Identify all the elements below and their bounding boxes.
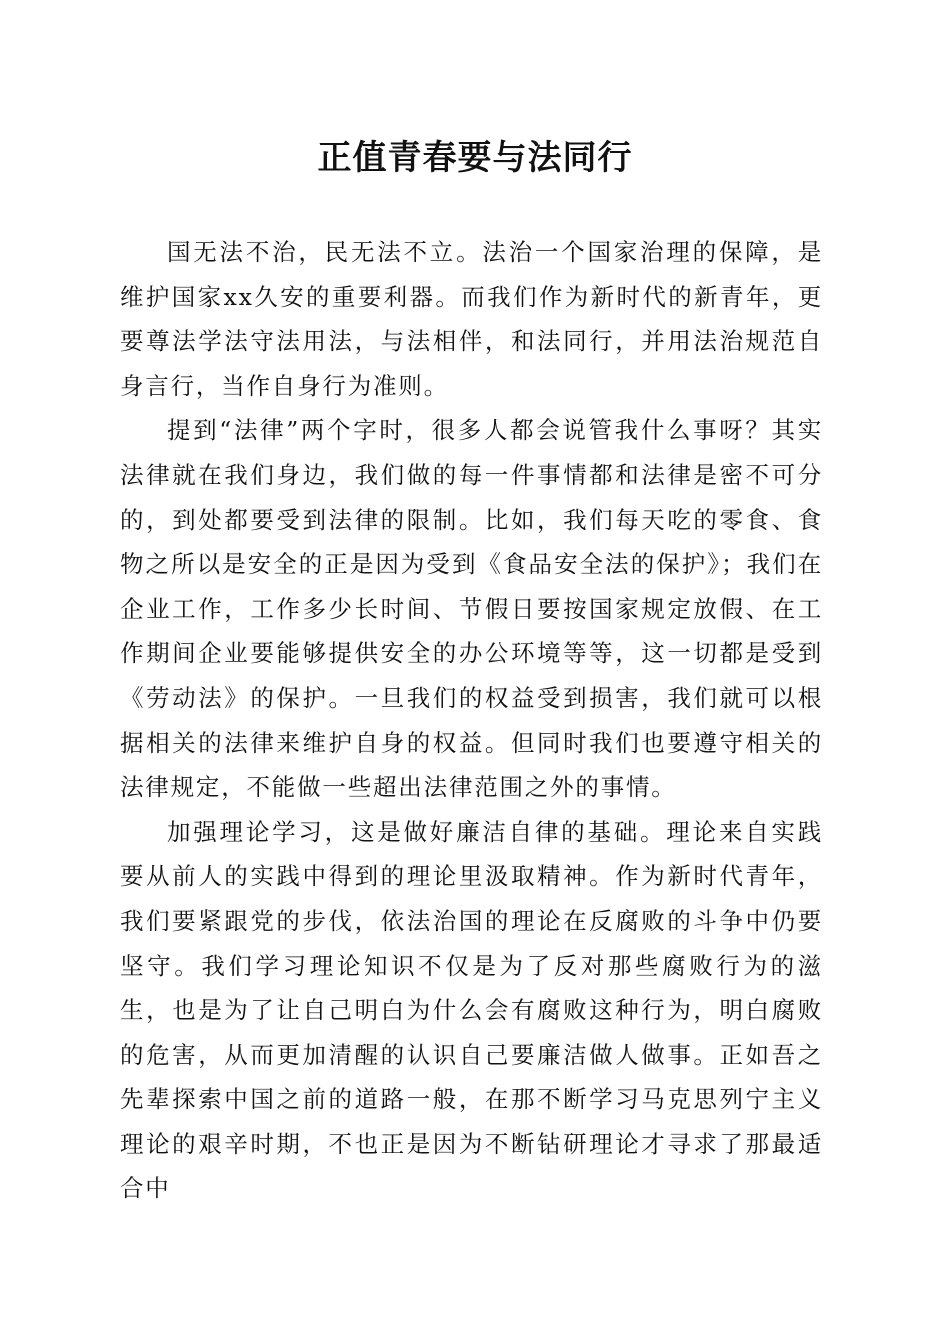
paragraph: 提到“法律”两个字时，很多人都会说管我什么事呀？其实法律就在我们身边，我们做的每一件事情都和法律是密不可分的，到处都要受到法律的限制。比如，我们每天吃的零食、食物之所以是安全的正是因为受到《食品安全法的保护》；我们在企业工作，工作多少长时间、节假日要按国家规定放假、在工作期间企业要能够提供安全的办公环境等等，这一切都是受到《劳动法》的保护。一旦我们的权益受到损害，我们就可以根据相关的法律来维护自身的权益。但同时我们也要遵守相关的法律规定，不能做一些超出法律范围之外的事情。 bbox=[120, 416, 823, 802]
document-body bbox=[120, 230, 823, 1211]
paragraph: 国无法不治，民无法不立。法治一个国家治理的保障，是维护国家xx久安的重要利器。而我们作为新时代的新青年，更要尊法学法守法用法，与法相伴，和法同行，并用法治规范自身言行，当作自身行为准则。 bbox=[120, 238, 823, 400]
document-title: 正值青春要与法同行 bbox=[317, 138, 633, 178]
paragraph: 加强理论学习，这是做好廉洁自律的基础。理论来自实践要从前人的实践中得到的理论里汲取精神。作为新时代青年，我们要紧跟党的步伐，依法治国的理论在反腐败的斗争中仍要坚守。我们学习理论知识不仅是为了反对那些腐败行为的滋生，也是为了让自己明白为什么会有腐败这种行为，明白腐败的危害，从而更加清醒的认识自己要廉洁做人做事。正如吾之先辈探索中国之前的道路一般，在那不断学习马克思列宁主义理论的艰辛时期，不也正是因为不断钻研理论才寻求了那最适合中 bbox=[120, 817, 823, 1203]
